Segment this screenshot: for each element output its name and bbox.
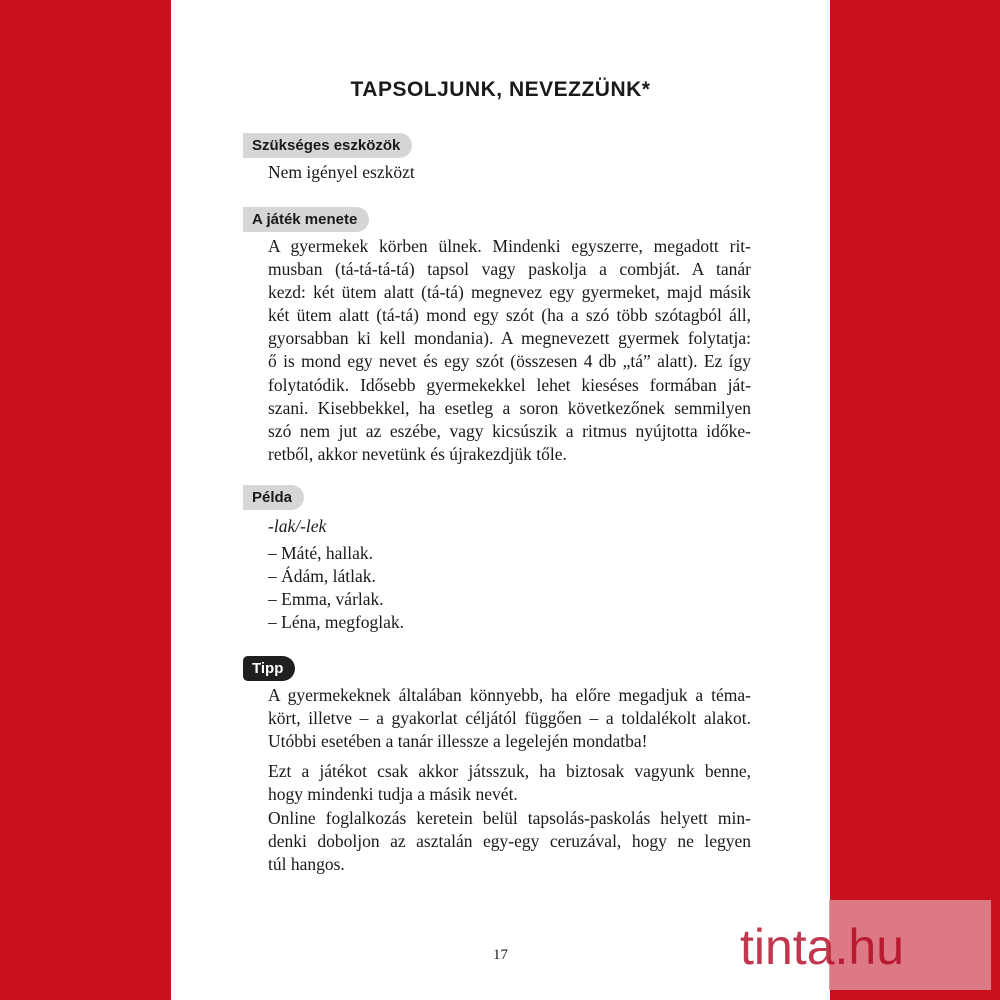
section-heading-tools: Szükséges eszközök xyxy=(243,133,412,158)
game-line: szó nem jut az eszébe, vagy kicsúszik a ritmus nyújtotta időke- xyxy=(268,420,751,441)
book-page xyxy=(171,0,830,1000)
example-item: – Emma, várlak. xyxy=(268,589,384,609)
tip-line: Utóbbi esetében a tanár illessze a legelején mondatba! xyxy=(268,731,648,752)
example-item: – Ádám, látlak. xyxy=(268,566,376,586)
section-heading-example: Példa xyxy=(243,485,304,510)
game-line: szani. Kisebbekkel, ha esetleg a soron következőnek semmilyen xyxy=(268,397,751,418)
game-line: ő is mond egy nevet és egy szót (összesen 4 db „tá” alatt). Ez így xyxy=(268,351,751,372)
page-title: TAPSOLJUNK, NEVEZZÜNK* xyxy=(350,78,651,101)
tools-text: Nem igényel eszközt xyxy=(268,162,415,182)
example-item: – Máté, hallak. xyxy=(268,543,373,563)
game-line: két ütem alatt (tá-tá) mond egy szót (ha a szó több szótagból áll, xyxy=(268,305,751,326)
tip-paragraph-2 xyxy=(268,760,751,806)
game-line: kezd: két ütem alatt (tá-tá) megnevez egy gyermeket, majd másik xyxy=(268,282,751,303)
tip-paragraph-3 xyxy=(268,807,751,876)
game-line: A gyermekek körben ülnek. Mindenki egyszerre, megadott rit- xyxy=(268,236,751,256)
watermark-logo: tinta.hu xyxy=(740,919,905,975)
example-item: – Léna, megfoglak. xyxy=(268,612,405,632)
section-heading-tip: Tipp xyxy=(243,656,295,681)
tip-line: túl hangos. xyxy=(268,854,345,875)
tip-line: denki doboljon az asztalán egy-egy ceruzával, hogy ne legyen xyxy=(268,831,751,852)
game-line: musban (tá-tá-tá-tá) tapsol vagy paskolja a combját. A tanár xyxy=(268,259,751,280)
tip-line: kört, illetve – a gyakorlat céljától függően – a toldalékolt alakot. xyxy=(268,708,751,729)
tip-line: Ezt a játékot csak akkor játsszuk, ha biztosak vagyunk benne, xyxy=(268,761,751,781)
example-suffix: -lak/-lek xyxy=(268,516,327,536)
game-description xyxy=(268,235,751,466)
game-line: folytatódik. Idősebb gyermekekkel lehet kieséses formában ját- xyxy=(268,374,751,395)
game-line: gyorsabban ki kell mondania). A megnevezett gyermek folytatja: xyxy=(268,328,751,349)
tip-line: Online foglalkozás keretein belül tapsolás-paskolás helyett min- xyxy=(268,808,751,828)
tip-line: A gyermekeknek általában könnyebb, ha előre megadjuk a téma- xyxy=(268,685,751,705)
page-number: 17 xyxy=(493,947,508,963)
game-line: retből, akkor nevetünk és újrakezdjük tőle. xyxy=(268,443,567,464)
tip-line: hogy mindenki tudja a másik nevét. xyxy=(268,784,518,805)
tip-paragraph-1 xyxy=(268,684,751,753)
section-heading-game: A játék menete xyxy=(243,207,369,232)
